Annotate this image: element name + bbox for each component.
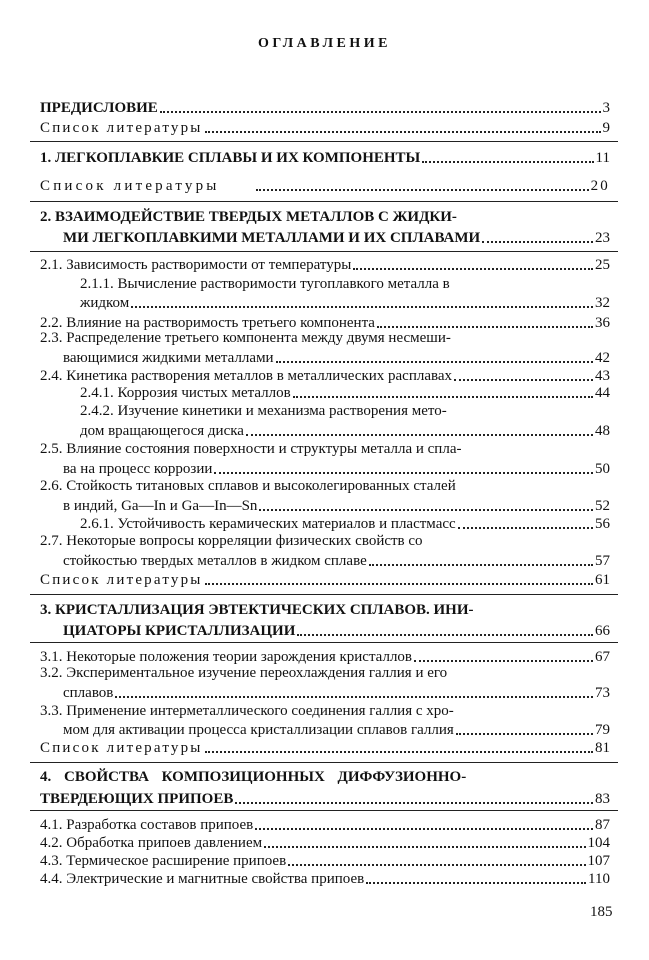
- toc-entry-chapter-3: 3. КРИСТАЛЛИЗАЦИЯ ЭВТЕКТИЧЕСКИХ СПЛАВОВ. ИНИ-: [40, 602, 474, 618]
- toc-entry-chapter-1: 1. ЛЕГКОПЛАВКИЕ СПЛАВЫ И ИХ КОМПОНЕНТЫ 11: [40, 150, 610, 166]
- toc-entry-2-7: 2.7. Некоторые вопросы корреляции физических свойств со: [40, 533, 423, 549]
- toc-entry-4-3: 4.3. Термическое расширение припоев 107: [40, 853, 610, 869]
- section-divider: [30, 594, 618, 595]
- toc-entry-references: Список литературы 81: [40, 740, 610, 756]
- toc-entry-2-4: 2.4. Кинетика растворения металлов в металлических расплавах 43: [40, 368, 610, 384]
- section-divider: [30, 762, 618, 763]
- toc-entry-references: Список литературы 9: [40, 120, 610, 136]
- toc-entry-2-3: 2.3. Распределение третьего компонента между двумя несмеши-: [40, 330, 451, 346]
- section-divider: [30, 201, 618, 202]
- toc-entry-2-4-2: 2.4.2. Изучение кинетики и механизма растворения мето-: [80, 403, 447, 419]
- toc-entry-2-5-continued: ва на процесс коррозии 50: [63, 461, 610, 477]
- toc-entry-4-1: 4.1. Разработка составов припоев 87: [40, 817, 610, 833]
- toc-entry-3-1: 3.1. Некоторые положения теории зарождения кристаллов 67: [40, 649, 610, 665]
- toc-entry-chapter-4: 4. СВОЙСТВА КОМПОЗИЦИОННЫХ ДИФФУЗИОННО-: [40, 769, 467, 785]
- toc-entry-2-2: 2.2. Влияние на растворимость третьего компонента 36: [40, 315, 610, 331]
- toc-entry-2-1: 2.1. Зависимость растворимости от температуры 25: [40, 257, 610, 273]
- toc-entry-3-3: 3.3. Применение интерметаллического соединения галлия с хро-: [40, 703, 454, 719]
- toc-entry-2-6: 2.6. Стойкость титановых сплавов и высоколегированных сталей: [40, 478, 456, 494]
- toc-entry-2-5: 2.5. Влияние состояния поверхности и структуры металла и спла-: [40, 441, 462, 457]
- toc-entry-2-6-continued: в индий, Ga—In и Ga—In—Sn 52: [63, 498, 610, 514]
- toc-entry-chapter-2-continued: МИ ЛЕГКОПЛАВКИМИ МЕТАЛЛАМИ И ИХ СПЛАВАМИ 23: [63, 230, 610, 246]
- toc-entry-2-1-1-continued: жидком 32: [80, 295, 610, 311]
- toc-entry-references: Список литературы 20: [40, 178, 610, 194]
- page-number: 185: [590, 904, 613, 920]
- toc-entry-references: Список литературы 61: [40, 572, 610, 588]
- toc-entry-2-4-2-continued: дом вращающегося диска 48: [80, 423, 610, 439]
- toc-entry-3-3-continued: мом для активации процесса кристаллизации сплавов галлия 79: [63, 722, 610, 738]
- toc-entry-2-7-continued: стойкостью твердых металлов в жидком сплаве 57: [63, 553, 610, 569]
- section-divider: [30, 642, 618, 643]
- toc-entry-chapter-4-continued: ТВЕРДЕЮЩИХ ПРИПОЕВ 83: [40, 791, 610, 807]
- toc-entry-preface: ПРЕДИСЛОВИЕ 3: [40, 100, 610, 116]
- toc-entry-4-2: 4.2. Обработка припоев давлением 104: [40, 835, 610, 851]
- toc-entry-2-1-1: 2.1.1. Вычисление растворимости тугоплавкого металла в: [80, 276, 450, 292]
- toc-entry-2-3-continued: вающимися жидкими металлами 42: [63, 350, 610, 366]
- toc-entry-3-2: 3.2. Экспериментальное изучение переохлаждения галлия и его: [40, 665, 448, 681]
- toc-heading: ОГЛАВЛЕНИЕ: [258, 36, 391, 51]
- toc-entry-chapter-3-continued: ЦИАТОРЫ КРИСТАЛЛИЗАЦИИ 66: [63, 623, 610, 639]
- toc-entry-4-4: 4.4. Электрические и магнитные свойства припоев 110: [40, 871, 610, 887]
- toc-entry-chapter-2: 2. ВЗАИМОДЕЙСТВИЕ ТВЕРДЫХ МЕТАЛЛОВ С ЖИДКИ-: [40, 209, 457, 225]
- section-divider: [30, 251, 618, 252]
- toc-entry-2-6-1: 2.6.1. Устойчивость керамических материалов и пластмасс 56: [80, 516, 610, 532]
- section-divider: [30, 141, 618, 142]
- toc-entry-2-4-1: 2.4.1. Коррозия чистых металлов 44: [80, 385, 610, 401]
- toc-entry-3-2-continued: сплавов 73: [63, 685, 610, 701]
- section-divider: [30, 810, 618, 811]
